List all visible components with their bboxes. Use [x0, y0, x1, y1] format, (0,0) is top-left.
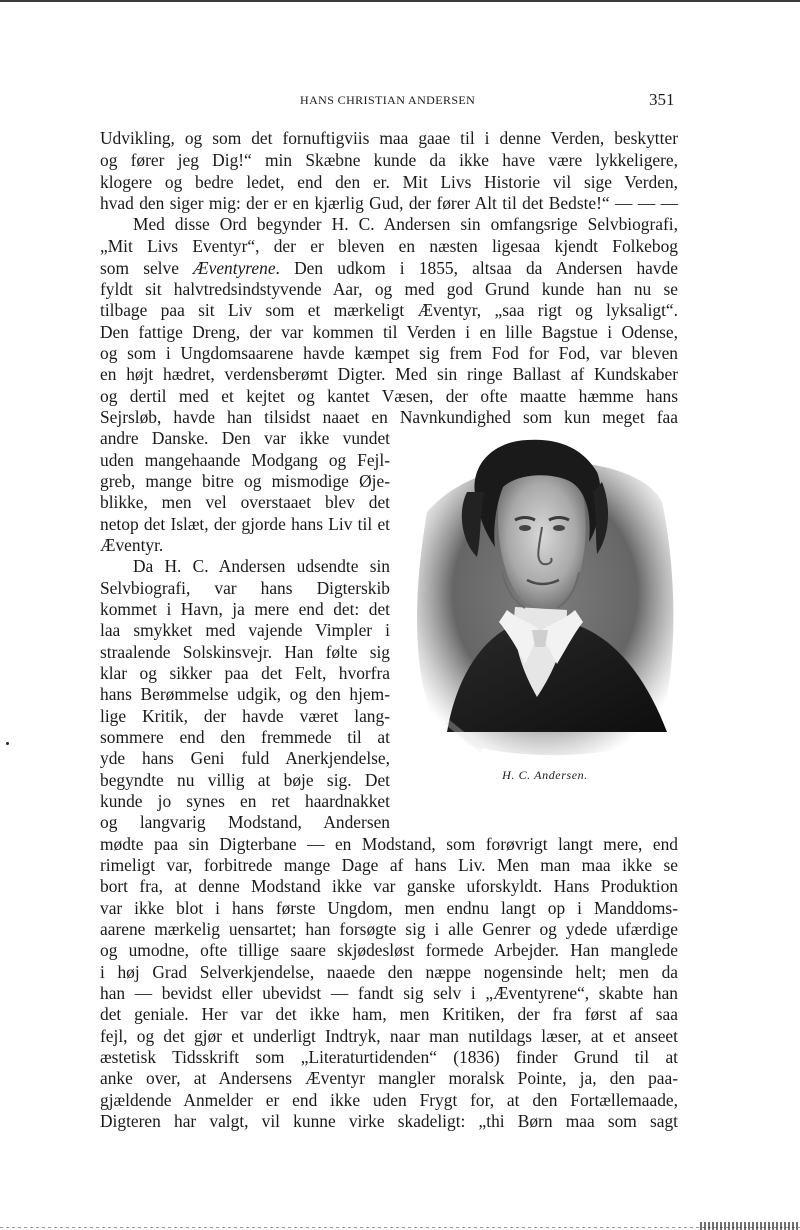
text-line: anke over, at Andersens Æventyr mangler moralsk Pointe, ja, den paa- — [100, 1068, 678, 1088]
text-line: Selvbiografi, var hans Digterskib — [100, 578, 390, 598]
text-line: og langvarig Modstand, Andersen — [100, 812, 390, 832]
running-title: HANS CHRISTIAN ANDERSEN — [300, 93, 476, 107]
text-line: mødte paa sin Digterbane — en Modstand, som forøvrigt langt mere, end — [100, 834, 678, 854]
text-line: Da H. C. Andersen udsendte sin — [133, 556, 390, 576]
text-line: klar og sikker paa det Felt, hvorfra — [100, 663, 390, 683]
text-line: gjældende Anmelder er end ikke uden Frygt for, at den Fortællemaade, — [100, 1090, 678, 1110]
text-line: kunde jo synes en ret haardnakket — [100, 791, 390, 811]
text-line: Sejrsløb, havde han tilsidst naaet en Navnkundighed som kun meget faa — [100, 407, 678, 427]
text-line: æstetisk Tidsskrift som „Literaturtidenden“ (1836) finder Grund til at — [100, 1047, 678, 1067]
text-line: som selve Æventyrene. Den udkom i 1855, altsaa da Andersen havde — [100, 258, 678, 278]
text-line: Med disse Ord begynder H. C. Andersen sin omfangsrige Selvbiografi, — [133, 214, 678, 234]
text-line: tilbage paa sit Liv som et mærkeligt Æventyr, „saa rigt og lyksaligt“. — [100, 300, 678, 320]
text-line: Æventyr. — [100, 535, 164, 555]
scan-corner-artifact — [700, 1222, 800, 1230]
text-line: uden mangehaande Modgang og Fejl- — [100, 450, 390, 470]
text-line: laa smykket med vajende Vimpler i — [100, 620, 390, 640]
text-line: og som i Ungdomsaarene havde kæmpet sig frem Fod for Fod, var bleven — [100, 343, 678, 363]
text-line: sommere end den fremmede til at — [100, 727, 390, 747]
text-line: klogere og bedre ledet, end den er. Mit Livs Historie vil sige Verden, — [100, 172, 678, 192]
text-line: straalende Solskinsvejr. Han følte sig — [100, 642, 390, 662]
page-number: 351 — [649, 90, 675, 109]
text-line: det geniale. Her var det ikke ham, men Kritiken, der fra først af saa — [100, 1004, 678, 1024]
portrait-engraving — [407, 432, 679, 762]
text-line: hvad den siger mig: der er en kjærlig Gud, der fører Alt til det Bedste!“ — — — — [100, 193, 678, 213]
running-head — [0, 90, 800, 110]
text-line: blikke, men vel overstaaet blev det — [100, 492, 390, 512]
text-line: „Mit Livs Eventyr“, der er bleven en næsten ligesaa kjendt Folkebog — [100, 236, 678, 256]
text-line: bort fra, at denne Modstand ikke var ganske uforskyldt. Hans Produktion — [100, 876, 678, 896]
text-line: en højt hædret, verdensberømt Digter. Med sin ringe Ballast af Kundskaber — [100, 364, 678, 384]
text-line: og umodne, ofte tillige saare skjødesløst formede Arbejder. Han manglede — [100, 940, 678, 960]
text-line: andre Danske. Den var ikke vundet — [100, 428, 390, 448]
text-line: kommet i Havn, ja mere end det: det — [100, 599, 390, 619]
text-line: hans Berømmelse udgik, og den hjem- — [100, 684, 390, 704]
text-line: netop det Islæt, der gjorde hans Liv til et — [100, 514, 390, 534]
text-line: fejl, og det gjør et underligt Indtryk, naar man nutildags læser, at et anseet — [100, 1026, 678, 1046]
text-line: Den fattige Dreng, der var kommen til Verden i en lille Bagstue i Odense, — [100, 322, 678, 342]
text-line: og dertil med et kejtet og kantet Væsen, der ofte maatte hæmme hans — [100, 386, 678, 406]
text-line: lige Kritik, der havde været lang- — [100, 706, 390, 726]
text-line: han — bevidst eller ubevidst — fandt sig selv i „Æventyrene“, skabte han — [100, 983, 678, 1003]
margin-speck — [6, 742, 9, 745]
page-top-edge — [0, 0, 800, 2]
text-line: Udvikling, og som det fornuftigviis maa gaae til i denne Verden, beskytter — [100, 128, 678, 148]
text-line: i høj Grad Selverkjendelse, naaede den næppe nogensinde helt; men da — [100, 962, 678, 982]
text-line: Digteren har valgt, vil kunne virke skadeligt: „thi Børn maa som sagt — [100, 1111, 678, 1131]
emphasis-aeventyrene: Æventyrene — [193, 258, 276, 278]
figure-caption: H. C. Andersen. — [502, 768, 588, 782]
text-line: yde hans Geni fuld Anerkjendelse, — [100, 748, 390, 768]
text-line: var ikke blot i hans første Ungdom, men endnu langt op i Manddoms- — [100, 898, 678, 918]
text-line: aarene mærkelig uensartet; han forsøgte sig i alle Genrer og ydede ufærdige — [100, 919, 678, 939]
text-line: greb, mange bitre og mismodige Øje- — [100, 471, 390, 491]
portrait-image — [407, 432, 679, 762]
text-line: og fører jeg Dig!“ min Skæbne kunde da ikke have være lykkeligere, — [100, 150, 678, 170]
text-line: begyndte nu villig at bøje sig. Det — [100, 770, 390, 790]
page-bottom-edge — [0, 1227, 800, 1228]
text-line: rimeligt var, forbitrede mange Dage af hans Liv. Men man maa ikke se — [100, 855, 678, 875]
text-line: fyldt sit halvtredsindstyvende Aar, og med god Grund kunde han nu se — [100, 279, 678, 299]
